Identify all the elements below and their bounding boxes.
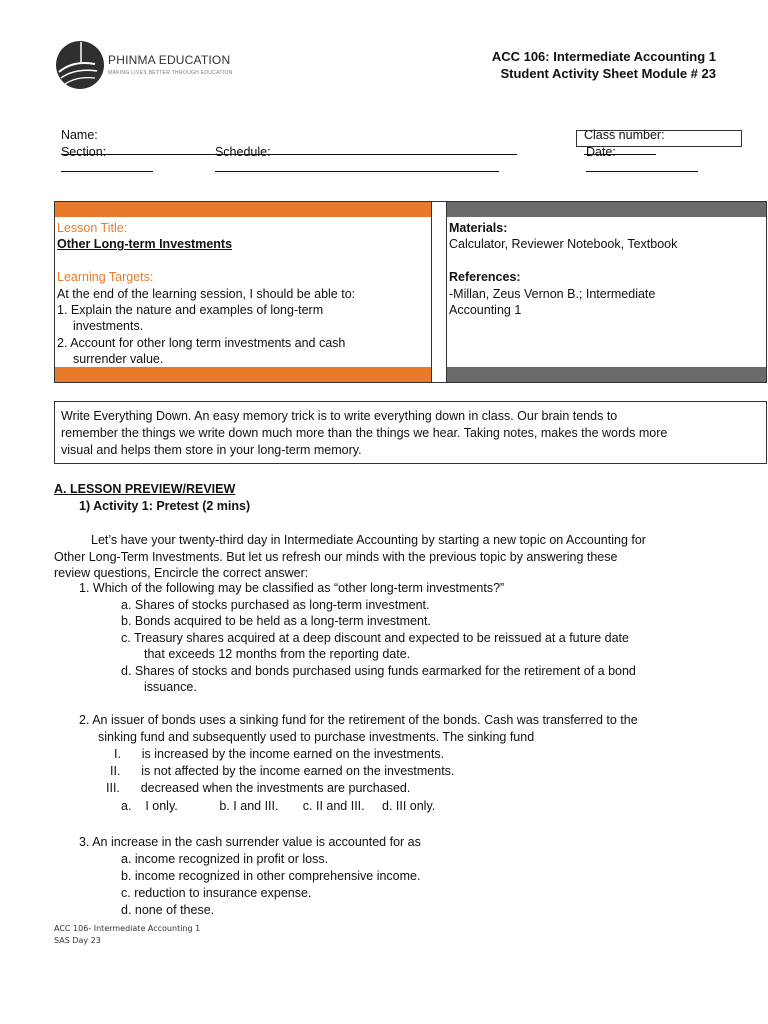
section-a-heading: A. LESSON PREVIEW/REVIEW <box>54 482 236 496</box>
course-title: ACC 106: Intermediate Accounting 1 <box>491 49 716 64</box>
tip-line-1: Write Everything Down. An easy memory trick is to write everything down in class. Our brain tends to <box>61 409 618 423</box>
q3-option-a[interactable]: a. income recognized in profit or loss. <box>121 852 329 866</box>
materials-cell <box>447 202 766 382</box>
question-1: 1. Which of the following may be classified as “other long-term investments?” <box>79 581 505 595</box>
q1-option-c-cont: that exceeds 12 months from the reporting date. <box>144 647 411 661</box>
lesson-title-label: Lesson Title: <box>57 221 128 235</box>
q1-option-a[interactable]: a. Shares of stocks purchased as long-term investment. <box>121 598 430 612</box>
q2-options[interactable]: a. I only. b. I and III. c. II and III. d. III only. <box>121 799 436 813</box>
references-label: References: <box>449 270 521 285</box>
footer-course: ACC 106- Intermediate Accounting 1 <box>54 924 201 933</box>
q1-option-d[interactable]: d. Shares of stocks and bonds purchased using funds earmarked for the retirement of a bond <box>121 664 636 678</box>
schedule-blank[interactable] <box>215 159 499 172</box>
intro-line-3: review questions, Encircle the correct answer: <box>54 566 309 580</box>
gray-bar-bottom <box>447 367 766 382</box>
question-3: 3. An increase in the cash surrender value is accounted for as <box>79 835 421 849</box>
footer-day: SAS Day 23 <box>54 936 101 945</box>
q1-option-d-cont: issuance. <box>144 680 197 694</box>
q2-statement-i: I. is increased by the income earned on the investments. <box>114 747 445 761</box>
q1-option-c[interactable]: c. Treasury shares acquired at a deep discount and expected to be reissued at a future date <box>121 631 629 645</box>
activity-1-heading: 1) Activity 1: Pretest (2 mins) <box>79 499 251 513</box>
q3-option-c[interactable]: c. reduction to insurance expense. <box>121 886 312 900</box>
date-label: Date: <box>585 145 616 159</box>
materials-label: Materials: <box>449 221 508 235</box>
orange-bar-top <box>55 202 431 217</box>
class-number-label: Class number: <box>583 128 665 142</box>
q2-statement-iii: III. decreased when the investments are purchased. <box>106 781 411 795</box>
q3-option-d[interactable]: d. none of these. <box>121 903 215 917</box>
target-1: 1. Explain the nature and examples of long-term <box>57 303 324 318</box>
materials-text <box>449 220 677 318</box>
reference-1: -Millan, Zeus Vernon B.; Intermediate <box>449 286 656 301</box>
reference-1-cont: Accounting 1 <box>449 303 522 318</box>
logo-emblem-icon <box>55 38 105 93</box>
lesson-cell <box>55 202 432 382</box>
target-1-cont: investments. <box>73 319 144 334</box>
target-2-cont: surrender value. <box>73 352 164 367</box>
lesson-text <box>57 220 355 368</box>
tip-line-3: visual and helps them store in your long-term memory. <box>61 443 362 457</box>
gray-bar-top <box>447 202 766 217</box>
intro-line-1: Let’s have your twenty-third day in Intermediate Accounting by starting a new topic on Accounting for <box>91 533 646 547</box>
targets-intro: At the end of the learning session, I should be able to: <box>57 286 356 301</box>
section-blank[interactable] <box>61 159 153 172</box>
study-tip-box <box>54 401 767 464</box>
spacer-cell <box>431 202 447 382</box>
date-blank[interactable] <box>586 159 698 172</box>
q3-option-b[interactable]: b. income recognized in other comprehensive income. <box>121 869 421 883</box>
q2-statement-ii: II. is not affected by the income earned on the investments. <box>110 764 455 778</box>
lesson-table <box>54 201 767 383</box>
logo-tagline: MAKING LIVES BETTER THROUGH EDUCATION <box>108 70 233 76</box>
section-label: Section: <box>60 145 107 159</box>
name-label: Name: <box>60 128 98 142</box>
orange-bar-bottom <box>55 367 431 382</box>
targets-label: Learning Targets: <box>57 270 154 285</box>
question-2-cont: sinking fund and subsequently used to purchase investments. The sinking fund <box>98 730 535 744</box>
question-2: 2. An issuer of bonds uses a sinking fund for the retirement of the bonds. Cash was transferred to the <box>79 713 638 727</box>
target-2: 2. Account for other long term investments and cash <box>57 335 346 350</box>
module-title: Student Activity Sheet Module # 23 <box>500 66 716 81</box>
q1-option-b[interactable]: b. Bonds acquired to be held as a long-term investment. <box>121 614 431 628</box>
lesson-title: Other Long-term Investments <box>57 237 233 252</box>
date-field[interactable] <box>576 130 742 159</box>
materials-list: Calculator, Reviewer Notebook, Textbook <box>449 237 678 252</box>
schedule-label: Schedule: <box>214 145 271 159</box>
section-field[interactable] <box>54 131 153 175</box>
tip-line-2: remember the things we write down much more than the things we hear. Taking notes, makes the words more <box>61 426 668 440</box>
schedule-field[interactable] <box>208 131 499 175</box>
logo-brand: PHINMA EDUCATION <box>108 53 231 67</box>
intro-line-2: Other Long-Term Investments. But let us refresh our minds with the previous topic by answering these <box>54 550 618 564</box>
